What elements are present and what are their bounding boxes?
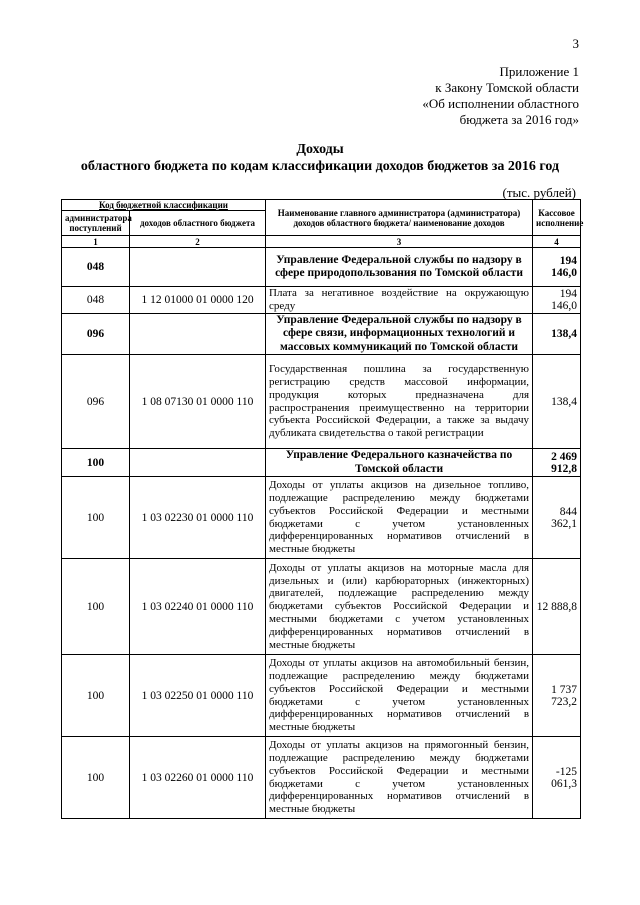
income-code: 1 03 02250 01 0000 110 bbox=[130, 655, 266, 737]
table-row bbox=[62, 737, 581, 819]
row-amount: 1 737 723,2 bbox=[533, 655, 581, 737]
income-code: 1 03 02240 01 0000 110 bbox=[130, 559, 266, 655]
table-row bbox=[62, 655, 581, 737]
row-amount: 2 469 912,8 bbox=[533, 449, 581, 477]
admin-code: 048 bbox=[62, 287, 130, 314]
appendix-note bbox=[422, 64, 579, 128]
header-code-group: Код бюджетной классификации bbox=[62, 200, 266, 211]
row-name: Государственная пошлина за государственную регистрацию средств массовой информации, продукция которых предназначена для распространения преимущественно на территории субъекта Российской Федерации, а также за выдачу дубликата свидетельства о такой регистрации bbox=[266, 355, 533, 449]
title-line: областного бюджета по кодам классификации доходов бюджетов за 2016 год bbox=[80, 159, 560, 174]
income-code bbox=[130, 248, 266, 287]
income-code: 1 03 02260 01 0000 110 bbox=[130, 737, 266, 819]
header-num: 4 bbox=[533, 236, 581, 248]
document-title bbox=[0, 141, 640, 175]
page-number: 3 bbox=[572, 36, 579, 51]
row-name: Доходы от уплаты акцизов на моторные масла для дизельных и (или) карбюраторных (инжекторных) двигателей, подлежащие распределению между бюджетами субъектов Российской Федерации и местными бюджетами с учетом установленных дифференцированных нормативов отчислений в местные бюджеты bbox=[266, 559, 533, 655]
title-line: Доходы bbox=[296, 142, 344, 157]
table-row bbox=[62, 355, 581, 449]
row-amount: -125 061,3 bbox=[533, 737, 581, 819]
admin-code: 100 bbox=[62, 477, 130, 559]
row-amount: 844 362,1 bbox=[533, 477, 581, 559]
row-amount: 138,4 bbox=[533, 355, 581, 449]
row-name: Доходы от уплаты акцизов на прямогонный бензин, подлежащие распределению между бюджетами субъектов Российской Федерации и местными бюджетами с учетом установленных дифференцированных нормативов отчислений в местные бюджеты bbox=[266, 737, 533, 819]
appendix-line: бюджета за 2016 год» bbox=[459, 112, 579, 127]
table-row bbox=[62, 477, 581, 559]
income-code: 1 08 07130 01 0000 110 bbox=[130, 355, 266, 449]
admin-code: 096 bbox=[62, 355, 130, 449]
appendix-line: к Закону Томской области bbox=[435, 80, 579, 95]
header-num: 1 bbox=[62, 236, 130, 248]
income-code: 1 12 01000 01 0000 120 bbox=[130, 287, 266, 314]
row-name: Управление Федеральной службы по надзору в сфере связи, информационных технологий и массовых коммуникаций по Томской области bbox=[266, 313, 533, 355]
income-code: 1 03 02230 01 0000 110 bbox=[130, 477, 266, 559]
admin-code: 100 bbox=[62, 559, 130, 655]
header-income: доходов областного бюджета bbox=[130, 211, 266, 236]
admin-code: 096 bbox=[62, 313, 130, 355]
header-admin: администратора поступлений bbox=[62, 211, 130, 236]
income-code bbox=[130, 313, 266, 355]
table-row bbox=[62, 313, 581, 355]
header-amount: Кассовое исполнение bbox=[533, 200, 581, 236]
table-row bbox=[62, 559, 581, 655]
row-name: Доходы от уплаты акцизов на дизельное топливо, подлежащие распределению между бюджетами субъектов Российской Федерации и местными бюджетами с учетом установленных дифференцированных нормативов отчислений в местные бюджеты bbox=[266, 477, 533, 559]
table-row bbox=[62, 449, 581, 477]
budget-table bbox=[61, 199, 584, 819]
appendix-line: «Об исполнении областного bbox=[422, 96, 579, 111]
row-amount: 194 146,0 bbox=[533, 287, 581, 314]
income-code bbox=[130, 449, 266, 477]
admin-code: 100 bbox=[62, 449, 130, 477]
row-amount: 138,4 bbox=[533, 313, 581, 355]
admin-code: 100 bbox=[62, 655, 130, 737]
row-name: Плата за негативное воздействие на окружающую среду bbox=[266, 287, 533, 314]
header-num: 2 bbox=[130, 236, 266, 248]
header-name: Наименование главного администратора (администратора) доходов областного бюджета/ наименование доходов bbox=[266, 200, 533, 236]
row-amount: 194 146,0 bbox=[533, 248, 581, 287]
row-name: Управление Федеральной службы по надзору в сфере природопользования по Томской области bbox=[266, 248, 533, 287]
admin-code: 100 bbox=[62, 737, 130, 819]
table-row bbox=[62, 248, 581, 287]
appendix-line: Приложение 1 bbox=[499, 64, 579, 79]
row-name: Управление Федерального казначейства по Томской области bbox=[266, 449, 533, 477]
admin-code: 048 bbox=[62, 248, 130, 287]
units-label: (тыс. рублей) bbox=[502, 185, 576, 200]
header-num: 3 bbox=[266, 236, 533, 248]
table-row bbox=[62, 287, 581, 314]
row-name: Доходы от уплаты акцизов на автомобильный бензин, подлежащие распределению между бюджетами субъектов Российской Федерации и местными бюджетами с учетом установленных дифференцированных нормативов отчислений в местные бюджеты bbox=[266, 655, 533, 737]
row-amount: 12 888,8 bbox=[533, 559, 581, 655]
